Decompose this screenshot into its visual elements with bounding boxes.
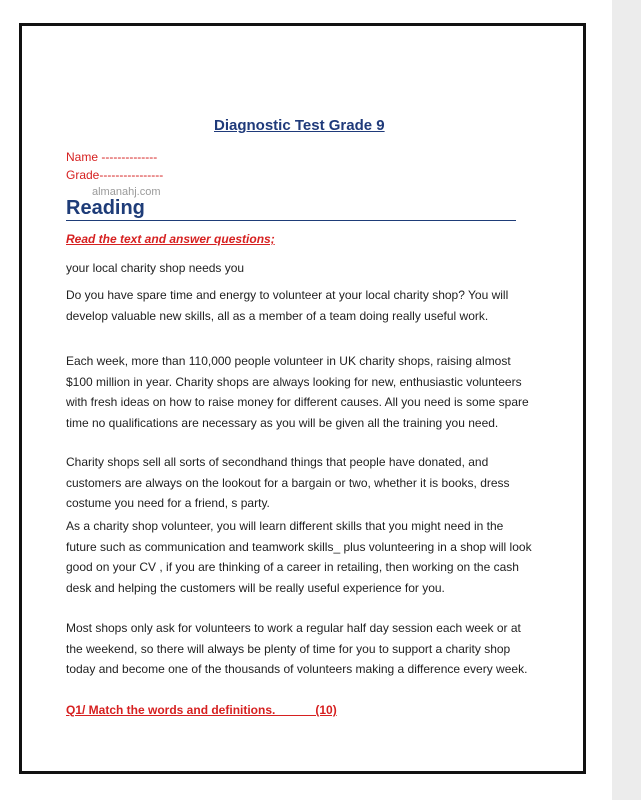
watermark-text: almanahj.com <box>92 186 161 198</box>
passage-paragraph: Charity shops sell all sorts of secondhand things that people have donated, and customers are always on the lookout for a bargain or two, whether it is books, dress costume you need for a friend, s party. <box>66 455 510 511</box>
reading-instruction: Read the text and answer questions; <box>66 232 275 246</box>
passage-paragraph: Do you have spare time and energy to volunteer at your local charity shop? You will develop valuable new skills, all as a member of a team doing really useful work. <box>66 288 509 323</box>
section-heading-reading: Reading <box>66 196 516 221</box>
grade-field: Grade---------------- <box>66 168 164 182</box>
passage-paragraph: As a charity shop volunteer, you will learn different skills that you might need in the future such as communication and teamwork skills_ plus volunteering in a shop will look good on your CV , if you are thinking of a career in retailing, then working on the cash desk and helping the customers will be really useful experience for you. <box>66 519 532 596</box>
passage-title: your local charity shop needs you <box>66 261 245 275</box>
passage-paragraph: Each week, more than 110,000 people volunteer in UK charity shops, raising almost $100 million in year. Charity shops are always looking for new, enthusiastic volunteers with fresh ideas on how to raise money for different causes. All you need is some spare time no qualifications are necessary as you will be given all the training you need. <box>66 354 529 431</box>
document-title: Diagnostic Test Grade 9 <box>214 117 385 134</box>
passage-paragraph: Most shops only ask for volunteers to work a regular half day session each week or at the weekend, so there will always be plenty of time for you to support a charity shop today and become one of the thousands of volunteers making a difference every week. <box>66 621 528 677</box>
question-1-heading: Q1/ Match the words and definitions. (10) <box>66 703 337 717</box>
name-field: Name -------------- <box>66 150 158 164</box>
side-margin-strip <box>612 0 641 800</box>
